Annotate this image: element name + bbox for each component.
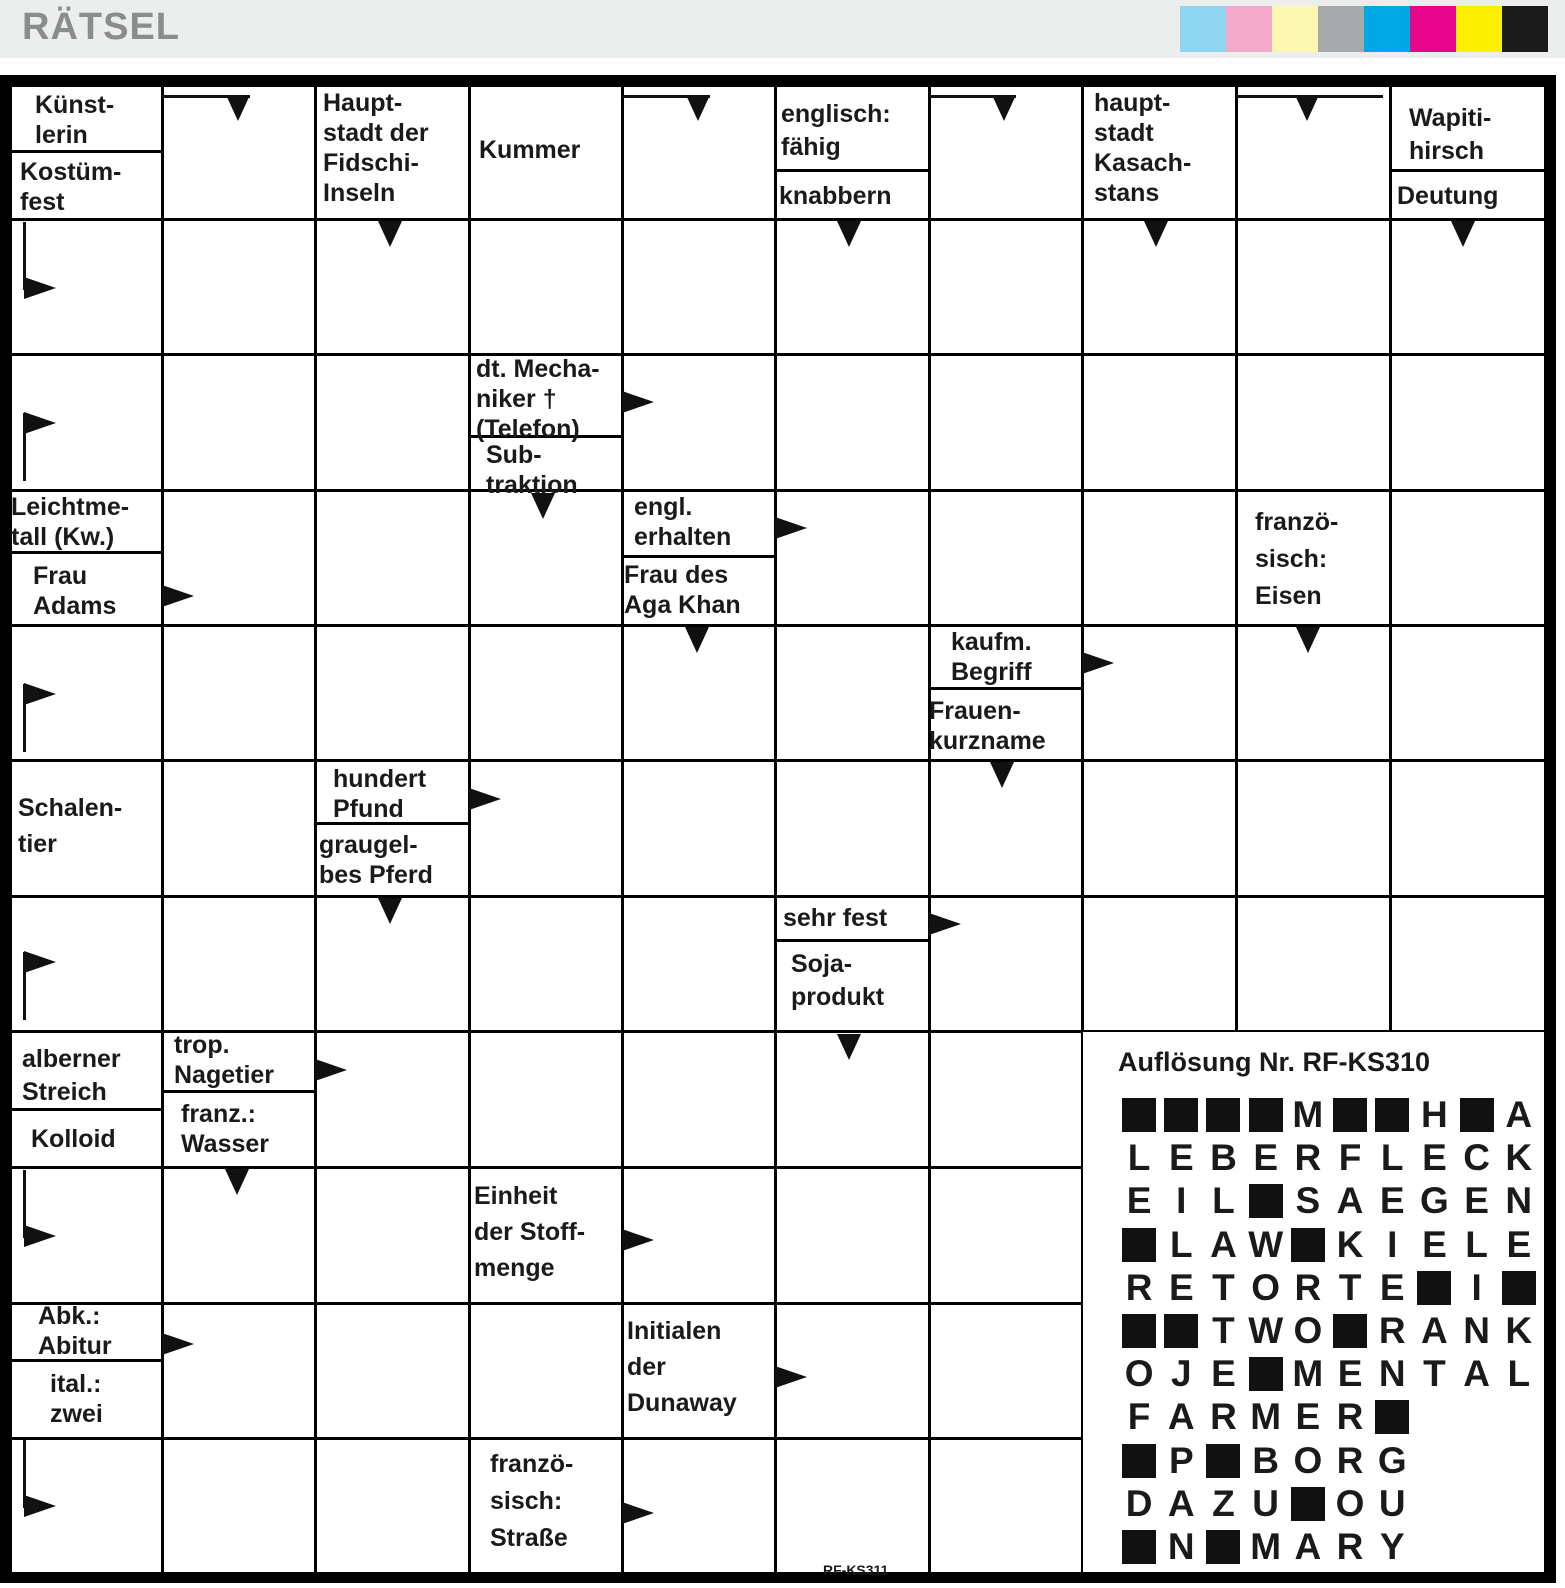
solution-letter: N [1505,1180,1533,1222]
clue-c12: Leichtme- tall (Kw.) [11,493,130,551]
solution-letter: K [1505,1137,1533,1179]
solution-letter: K [1336,1223,1364,1265]
arrow-right-icon [775,1366,807,1388]
color-swatch [1456,6,1502,52]
solution-letter: H [1421,1094,1448,1135]
arrow-right-icon [24,1225,56,1247]
clue-split-line [775,169,929,172]
solution-black-square [1160,1311,1202,1351]
grid-vline [1544,85,1547,1573]
clue-c04: Kummer [479,136,581,164]
solution-letter: G [1377,1439,1407,1481]
clue-c23: Soja- produkt [791,950,885,1011]
page-header [0,0,1565,58]
clue-c03: Haupt- stadt der Fidschi- Inseln [323,89,429,207]
solution-letter: E [1168,1137,1194,1179]
solution-letter: E [1126,1180,1152,1222]
arrow-right-icon [24,412,56,434]
solution-black-square [1160,1095,1202,1135]
clue-c07: haupt- stadt Kasach- stans [1094,89,1192,207]
clue-c19: Schalen- tier [18,794,123,858]
solution-letter: E [1295,1396,1321,1438]
solution-row [1118,1484,1413,1524]
solution-letter: E [1422,1137,1447,1179]
solution-letter: E [1422,1223,1447,1265]
solution-letter: A [1167,1396,1195,1438]
solution-letter: A [1463,1353,1490,1395]
solution-letter: R [1125,1266,1153,1308]
clue-c32: franzö- sisch: Straße [490,1450,574,1552]
solution-letter: L [1169,1223,1193,1265]
clue-c08: Wapiti- hirsch [1409,104,1492,165]
solution-black-square [1202,1527,1244,1567]
arrow-right-icon [469,788,501,810]
solution-letter: L [1507,1353,1531,1395]
solution-letter: I [1387,1223,1398,1265]
arrow-down-icon [990,762,1014,788]
grid-hline [10,489,1546,492]
solution-letter: T [1338,1266,1362,1308]
solution-black-square [1118,1527,1160,1567]
clue-split-line [775,939,929,942]
solution-letter: R [1294,1266,1322,1308]
solution-black-square [1202,1095,1244,1135]
arrow-right-icon [24,1495,56,1517]
solution-black-square [1456,1095,1498,1135]
clue-c16: franzö- sisch: Eisen [1255,508,1339,610]
solution-row [1118,1397,1413,1437]
solution-letter: E [1168,1266,1194,1308]
arrow-right-icon [622,391,654,413]
solution-letter: A [1210,1223,1237,1265]
arrow-down-icon [837,1034,861,1060]
arrow-down-icon [1296,627,1320,653]
clue-c02: Kostüm- fest [20,158,122,216]
solution-letter: E [1337,1353,1363,1395]
grid-vline [468,85,471,1573]
clue-c27: franz.: Wasser [181,1100,270,1158]
arrow-down-icon [531,493,555,519]
solution-letter: N [1463,1310,1490,1351]
clue-c26: trop. Nagetier [174,1031,275,1089]
arrow-down-icon [685,627,709,653]
solution-letter: B [1210,1137,1237,1179]
arrow-right-icon [315,1059,347,1081]
solution-letter: U [1252,1482,1280,1524]
solution-letter: F [1338,1137,1362,1179]
solution-black-square [1371,1397,1413,1437]
solution-letter: L [1127,1137,1151,1179]
page-title: RÄTSEL [22,6,180,48]
arrow-down-icon [378,221,402,247]
clue-c15: Frau des Aga Khan [624,561,741,619]
solution-letter: O [1293,1439,1323,1481]
arrow-right-icon [622,1229,654,1251]
solution-black-square [1202,1441,1244,1481]
grid-hline [10,218,1546,221]
solution-black-square [1371,1095,1413,1135]
solution-letter: U [1378,1482,1406,1524]
clue-c18: Frauen- kurzname [929,697,1046,755]
solution-letter: D [1125,1482,1153,1524]
solution-letter: E [1379,1266,1405,1308]
clue-c13: Frau Adams [33,562,117,620]
solution-black-square [1287,1225,1329,1265]
clue-c30: ital.: zwei [50,1370,103,1428]
solution-letter: E [1506,1223,1532,1265]
solution-letter: A [1336,1180,1364,1222]
clue-c20: hundert Pfund [333,765,427,823]
solution-letter: M [1292,1094,1324,1135]
clue-c24: alberner Streich [22,1045,121,1106]
arrow-right-icon [929,913,961,935]
clue-split-line [622,555,775,558]
arrow-right-icon [162,585,194,607]
solution-letter: Z [1212,1482,1235,1524]
solution-letter: A [1167,1482,1195,1524]
solution-letter: R [1294,1137,1322,1179]
arrow-right-icon [622,1502,654,1524]
solution-letter: R [1336,1526,1364,1567]
solution-letter: C [1463,1137,1490,1179]
solution-letter: R [1378,1310,1406,1351]
solution-letter: O [1293,1310,1323,1351]
solution-black-square [1245,1181,1287,1221]
clue-c22: sehr fest [783,904,888,932]
solution-letter: L [1380,1137,1404,1179]
clue-c11: Sub- traktion [486,441,578,499]
color-swatch [1502,6,1548,52]
solution-letter: G [1420,1180,1449,1222]
solution-letter: B [1252,1439,1280,1481]
arrow-right-icon [24,683,56,705]
solution-black-square [1245,1354,1287,1394]
grid-vline [928,85,931,1573]
clue-c29: Abk.: Abitur [38,1302,112,1360]
clue-split-line [162,1090,315,1093]
solution-title: Auflösung Nr. RF-KS310 [1118,1047,1431,1077]
solution-row [1118,1095,1540,1135]
color-swatch [1272,6,1318,52]
clue-c28: Einheit der Stoff- menge [474,1182,586,1282]
print-color-bar [1180,6,1548,52]
grid-vline [621,85,624,1573]
solution-black-square [1287,1484,1329,1524]
arrow-right-icon [24,277,56,299]
arrow-down-icon [1295,95,1319,121]
grid-hline [10,1572,1546,1575]
solution-letter: R [1336,1396,1364,1438]
solution-letter: Y [1379,1526,1405,1567]
clue-c31: Initialen der Dunaway [627,1317,737,1417]
clue-split-line [929,687,1082,690]
arrow-down-icon [992,95,1016,121]
grid-vline [774,85,777,1573]
solution-letter: L [1212,1180,1235,1222]
arrow-down-icon [837,221,861,247]
color-swatch [1364,6,1410,52]
solution-row [1118,1354,1540,1394]
solution-black-square [1118,1441,1160,1481]
color-swatch [1226,6,1272,52]
grid-vline [314,85,317,1573]
solution-letter: R [1336,1439,1364,1481]
grid-hline [10,84,1546,87]
grid-hline [10,353,1546,356]
solution-letter: W [1248,1223,1284,1265]
solution-letter: M [1292,1353,1324,1395]
solution-letter: O [1251,1266,1281,1308]
solution-letter: L [1465,1223,1488,1265]
solution-letter: I [1176,1180,1187,1222]
clue-c09: Deutung [1397,182,1499,210]
solution-letter: O [1335,1482,1365,1524]
solution-letter: K [1505,1310,1533,1351]
clue-c10: dt. Mecha- niker † (Telefon) [476,355,600,443]
solution-black-square [1118,1095,1160,1135]
arrow-right-icon [1082,652,1114,674]
color-swatch [1410,6,1456,52]
solution-letter: F [1127,1396,1151,1438]
solution-letter: T [1423,1353,1446,1395]
arrow-down-icon [1451,221,1475,247]
solution-letter: N [1378,1353,1406,1395]
solution-letter: E [1379,1180,1405,1222]
solution-letter: T [1212,1310,1235,1351]
solution-letter: A [1294,1526,1322,1567]
clue-split-line [1390,169,1545,172]
solution-letter: W [1248,1310,1284,1351]
solution-letter: A [1505,1094,1533,1135]
solution-row [1118,1268,1540,1308]
clue-c17: kaufm. Begriff [951,628,1032,686]
color-swatch [1180,6,1226,52]
arrow-down-icon [1144,221,1168,247]
color-swatch [1318,6,1364,52]
clue-c25: Kolloid [31,1125,116,1153]
clue-c05: englisch: fähig [781,100,891,161]
solution-letter: T [1212,1266,1235,1308]
grid-vline [9,85,12,1573]
grid-hline [10,759,1546,762]
solution-black-square [1118,1225,1160,1265]
arrow-down-icon [686,95,710,121]
clue-split-line [10,150,162,153]
solution-letter: O [1124,1353,1154,1395]
solution-letter: R [1210,1396,1237,1438]
grid-hline [10,895,1546,898]
solution-row [1118,1225,1540,1265]
solution-row [1118,1441,1413,1481]
puzzle-code: RF-KS311 [823,1562,889,1578]
clue-c21: graugel- bes Pferd [319,831,433,889]
solution-letter: E [1464,1180,1489,1222]
solution-row [1118,1181,1540,1221]
clue-c01: Künst- lerin [35,91,115,149]
clue-c14: engl. erhalten [634,493,732,551]
solution-letter: M [1250,1396,1282,1438]
solution-black-square [1118,1311,1160,1351]
arrow-right-icon [775,517,807,539]
solution-black-square [1329,1095,1371,1135]
solution-row [1118,1311,1540,1351]
solution-black-square [1245,1095,1287,1135]
solution-row [1118,1138,1540,1178]
solution-letter: N [1167,1526,1195,1567]
solution-letter: J [1170,1353,1192,1395]
arrow-down-icon [226,95,250,121]
arrow-down-icon [225,1169,249,1195]
solution-black-square [1413,1268,1455,1308]
solution-row [1118,1527,1413,1567]
solution-black-square [1498,1268,1540,1308]
solution-letter: E [1253,1137,1278,1179]
solution-letter: S [1295,1180,1321,1222]
solution-black-square [1329,1311,1371,1351]
solution-letter: I [1471,1266,1482,1308]
solution-letter: E [1211,1353,1236,1395]
arrow-down-icon [378,898,402,924]
clue-c06: knabbern [779,182,892,210]
solution-letter: A [1421,1310,1448,1351]
arrow-right-icon [162,1333,194,1355]
arrow-right-icon [24,951,56,973]
solution-letter: P [1168,1439,1194,1481]
solution-letter: M [1250,1526,1282,1567]
